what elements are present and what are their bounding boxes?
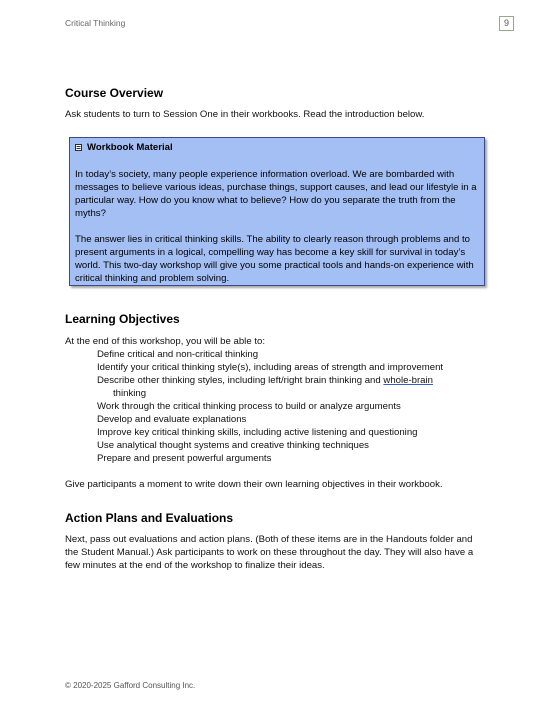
list-item: Work through the critical thinking process to build or analyze arguments	[97, 401, 401, 412]
workbook-title: Workbook Material	[87, 142, 173, 153]
list-item: Develop and evaluate explanations	[97, 414, 247, 425]
list-item: Improve key critical thinking skills, including active listening and questioning	[97, 427, 418, 438]
workbook-paragraph-1: In today’s society, many people experience information overload. We are bombarded with messages to believe various ideas, purchase things, support causes, and lead our lifestyle in a particular way. How do you know what to believe? How do you separate the truth from the myths?	[75, 169, 477, 219]
workbook-header	[75, 141, 478, 154]
learning-objectives-list	[97, 348, 477, 465]
learning-objectives-heading: Learning Objectives	[65, 312, 180, 326]
workbook-icon	[75, 144, 82, 151]
list-item	[97, 374, 477, 400]
spellcheck-underlined-word[interactable]: whole-brain	[383, 375, 433, 386]
learning-objectives-closing: Give participants a moment to write down their own learning objectives in their workbook.	[65, 479, 443, 490]
learning-objectives-intro: At the end of this workshop, you will be able to:	[65, 336, 265, 347]
list-item: Identify your critical thinking style(s), including areas of strength and improvement	[97, 362, 444, 373]
action-plans-body: Next, pass out evaluations and action plans. (Both of these items are in the Handouts folder and the Student Manual.) Ask participants to work on these throughout the day. They will also have a few minutes at the end of the workshop to finalize their ideas.	[65, 534, 474, 571]
list-item-continuation: thinking	[113, 388, 147, 399]
footer-copyright: © 2020-2025 Gafford Consulting Inc.	[65, 681, 196, 690]
page-number: 9	[499, 16, 514, 31]
list-item: Define critical and non-critical thinking	[97, 349, 259, 360]
course-overview-intro: Ask students to turn to Session One in their workbooks. Read the introduction below.	[65, 109, 425, 120]
course-overview-heading: Course Overview	[65, 86, 164, 100]
action-plans-heading: Action Plans and Evaluations	[65, 511, 234, 525]
running-header-title: Critical Thinking	[65, 18, 126, 28]
list-item: Use analytical thought systems and creative thinking techniques	[97, 440, 369, 451]
workbook-paragraph-2: The answer lies in critical thinking skills. The ability to clearly reason through problems and to present arguments in a logical, compelling way has become a key skill for survival in today’s world. This two-day workshop will give you some practical tools and hands-on experience with critical thinking and problem solving.	[75, 234, 474, 284]
workbook-material-box	[69, 137, 485, 286]
list-item-text: Describe other thinking styles, including left/right brain thinking and	[97, 375, 381, 386]
list-item: Prepare and present powerful arguments	[97, 453, 272, 464]
